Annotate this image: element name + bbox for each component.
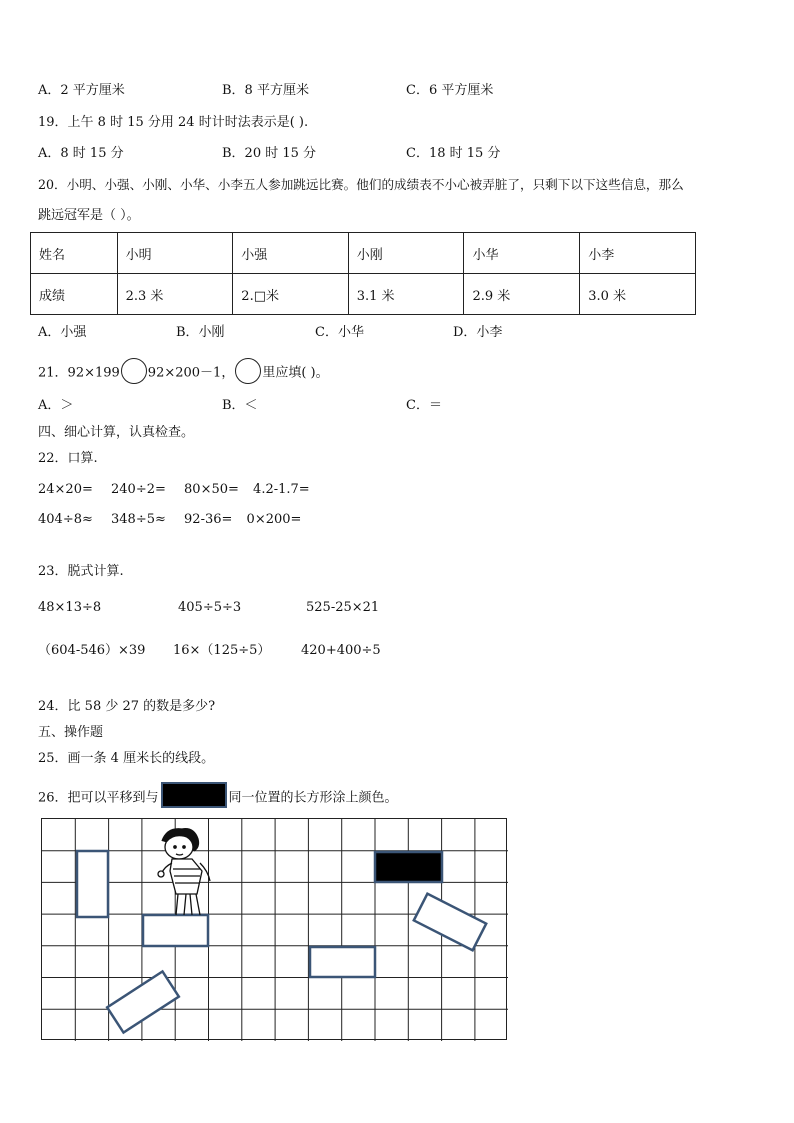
- q26-question: [38, 788, 398, 808]
- oral-calc-item: 92-36=: [184, 512, 233, 527]
- q23-title: 23．脱式计算.: [38, 564, 124, 579]
- q19-question: 19．上午 8 时 15 分用 24 时计时法表示是( ).: [38, 115, 309, 130]
- q26-text-part1: 26．把可以平移到与: [38, 790, 159, 806]
- oral-calc-item: 80×50=: [184, 482, 239, 497]
- q18-option-b: B．8 平方厘米: [222, 83, 309, 98]
- translation-grid: [41, 818, 507, 1040]
- q18-option-a: A．2 平方厘米: [38, 83, 125, 98]
- step-calc-item: （604-546）×39: [38, 643, 146, 658]
- q22-title: 22．口算.: [38, 451, 98, 466]
- blank-circle: [235, 358, 261, 384]
- grid-drawing: [42, 819, 508, 1041]
- reference-rectangle-icon: [161, 782, 227, 808]
- oral-calc-item: 240÷2=: [111, 482, 166, 497]
- table-cell: 小华: [464, 233, 580, 274]
- q21-text-part2: 92×200－1，: [147, 365, 235, 381]
- q22-row2: [38, 512, 301, 528]
- horizontal-rectangle-1: [143, 915, 208, 946]
- blank-circle: [121, 358, 147, 384]
- q20-question-line1: 20．小明、小强、小刚、小华、小李五人参加跳远比赛。他们的成绩表不小心被弄脏了，只剩下以下这些信息，那么: [38, 177, 684, 192]
- oral-calc-item: 0×200=: [246, 512, 302, 527]
- table-cell: 成绩: [31, 274, 118, 315]
- q24-question: 24．比 58 少 27 的数是多少?: [38, 699, 216, 714]
- table-cell: 小李: [580, 233, 696, 274]
- q18-option-c: C．6 平方厘米: [406, 83, 494, 98]
- tilted-rectangle-left: [107, 971, 179, 1032]
- oral-calc-item: 4.2-1.7=: [253, 482, 310, 497]
- table-cell: 小明: [117, 233, 233, 274]
- oral-calc-item: 348÷5≈: [111, 512, 166, 527]
- table-cell: 小刚: [348, 233, 464, 274]
- step-calc-item: 48×13÷8: [38, 600, 102, 615]
- q20-option-c: C．小华: [315, 325, 364, 340]
- q21-question: [38, 362, 329, 384]
- vertical-rectangle: [77, 851, 108, 917]
- q20-option-b: B．小刚: [176, 325, 225, 340]
- q21-option-c: C．＝: [406, 398, 442, 413]
- horizontal-rectangle-2: [310, 947, 375, 977]
- section-4-heading: 四、细心计算，认真检查。: [38, 425, 195, 440]
- table-row: [31, 274, 696, 315]
- section-5-heading: 五、操作题: [38, 725, 104, 740]
- score-table: [30, 232, 696, 315]
- q20-question-line2: 跳远冠军是（ ）。: [38, 208, 140, 223]
- step-calc-item: 525-25×21: [306, 600, 380, 615]
- step-calc-item: 16×（125÷5）: [173, 643, 271, 658]
- q20-option-d: D．小李: [453, 325, 503, 340]
- q20-option-a: A．小强: [38, 325, 87, 340]
- q26-text-part2: 同一位置的长方形涂上颜色。: [228, 790, 398, 806]
- step-calc-item: 405÷5÷3: [178, 600, 242, 615]
- q21-text-part3: 里应填( )。: [262, 365, 329, 381]
- table-cell: 3.1 米: [348, 274, 464, 315]
- table-cell: 2.3 米: [117, 274, 233, 315]
- oral-calc-item: 404÷8≈: [38, 512, 93, 527]
- table-cell: 3.0 米: [580, 274, 696, 315]
- q25-question: 25．画一条 4 厘米长的线段。: [38, 751, 215, 766]
- q19-option-a: A．8 时 15 分: [38, 146, 124, 161]
- q21-option-b: B．＜: [222, 398, 258, 413]
- table-cell: 姓名: [31, 233, 118, 274]
- oral-calc-item: 24×20=: [38, 482, 93, 497]
- q19-option-c: C．18 时 15 分: [406, 146, 501, 161]
- q22-row1: [38, 482, 310, 498]
- black-target-rectangle: [375, 852, 442, 882]
- q21-text-part1: 21．92×199: [38, 365, 120, 381]
- q19-option-b: B．20 时 15 分: [222, 146, 317, 161]
- boy-illustration-icon: [158, 829, 210, 915]
- table-cell: 2.9 米: [464, 274, 580, 315]
- table-cell: 2.□米: [233, 274, 348, 315]
- table-cell: 小强: [233, 233, 348, 274]
- table-row: [31, 233, 696, 274]
- step-calc-item: 420+400÷5: [301, 643, 381, 658]
- q21-option-a: A．＞: [38, 398, 74, 413]
